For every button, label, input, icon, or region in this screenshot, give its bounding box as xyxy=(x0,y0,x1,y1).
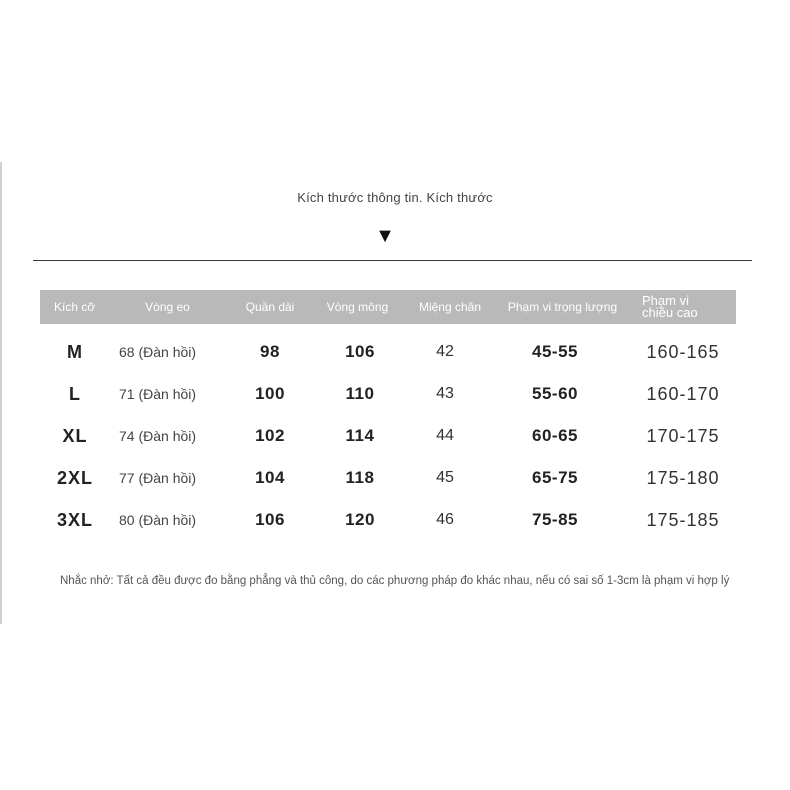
cell-size: L xyxy=(69,383,81,404)
cell-size: M xyxy=(67,341,83,362)
table-body xyxy=(40,324,736,541)
cell-hip: 120 xyxy=(345,510,375,529)
cell-hem: 45 xyxy=(436,469,454,486)
page-title: Kích thước thông tin. Kích thước xyxy=(297,190,493,205)
header-size: Kích cỡ xyxy=(54,299,96,314)
cell-pant-length: 102 xyxy=(255,426,285,445)
cell-weight-range: 65-75 xyxy=(532,468,578,487)
header-hip: Vòng mông xyxy=(326,299,389,314)
divider xyxy=(33,260,752,261)
cell-weight-range: 55-60 xyxy=(532,384,578,403)
cell-waist: 71 (Đàn hồi) xyxy=(119,386,197,402)
header-height-range: Phạm vi chiều cao xyxy=(642,293,698,320)
cell-weight-range: 75-85 xyxy=(532,510,578,529)
cell-waist: 68 (Đàn hồi) xyxy=(119,344,197,360)
cell-hip: 106 xyxy=(345,342,375,361)
cell-hem: 43 xyxy=(436,385,454,402)
cell-hem: 42 xyxy=(436,343,454,360)
cell-hip: 110 xyxy=(345,384,375,403)
table-header xyxy=(40,290,736,324)
header-pant-length: Quần dài xyxy=(245,299,295,314)
cell-pant-length: 106 xyxy=(255,510,285,529)
cell-weight-range: 60-65 xyxy=(532,426,578,445)
cell-height-range: 175-185 xyxy=(646,509,720,530)
table-row xyxy=(40,499,736,541)
cell-waist: 80 (Đàn hồi) xyxy=(119,512,197,528)
cell-height-range: 160-165 xyxy=(646,341,720,362)
header-waist: Vòng eo xyxy=(145,299,190,314)
cell-height-range: 160-170 xyxy=(646,383,720,404)
cell-height-range: 170-175 xyxy=(646,425,720,446)
cell-pant-length: 98 xyxy=(260,342,280,361)
table-row xyxy=(40,457,736,499)
measurement-note: Nhắc nhở: Tất cả đều được đo bằng phẳng và thủ công, do các phương pháp đo khác nhau, nếu có sai số 1-3cm là phạm vi hợp lý xyxy=(60,575,730,587)
cell-hip: 114 xyxy=(345,426,375,445)
cell-pant-length: 104 xyxy=(255,468,285,487)
table-row xyxy=(40,415,736,457)
table-row xyxy=(40,331,736,373)
down-arrow-icon: ▼ xyxy=(375,225,395,247)
cell-hem: 44 xyxy=(436,427,454,444)
cell-pant-length: 100 xyxy=(255,384,285,403)
cell-size: XL xyxy=(62,425,88,446)
cell-hip: 118 xyxy=(345,468,375,487)
header-weight-range: Phạm vi trọng lượng xyxy=(507,299,618,314)
table-row xyxy=(40,373,736,415)
cell-hem: 46 xyxy=(436,511,454,528)
cell-size: 3XL xyxy=(56,509,93,530)
size-table xyxy=(40,290,736,541)
cell-size: 2XL xyxy=(56,467,93,488)
cell-waist: 77 (Đàn hồi) xyxy=(119,470,197,486)
cell-height-range: 175-180 xyxy=(646,467,720,488)
header-hem: Miệng chân xyxy=(418,299,482,314)
cell-waist: 74 (Đàn hồi) xyxy=(119,428,197,444)
cell-weight-range: 45-55 xyxy=(532,342,578,361)
